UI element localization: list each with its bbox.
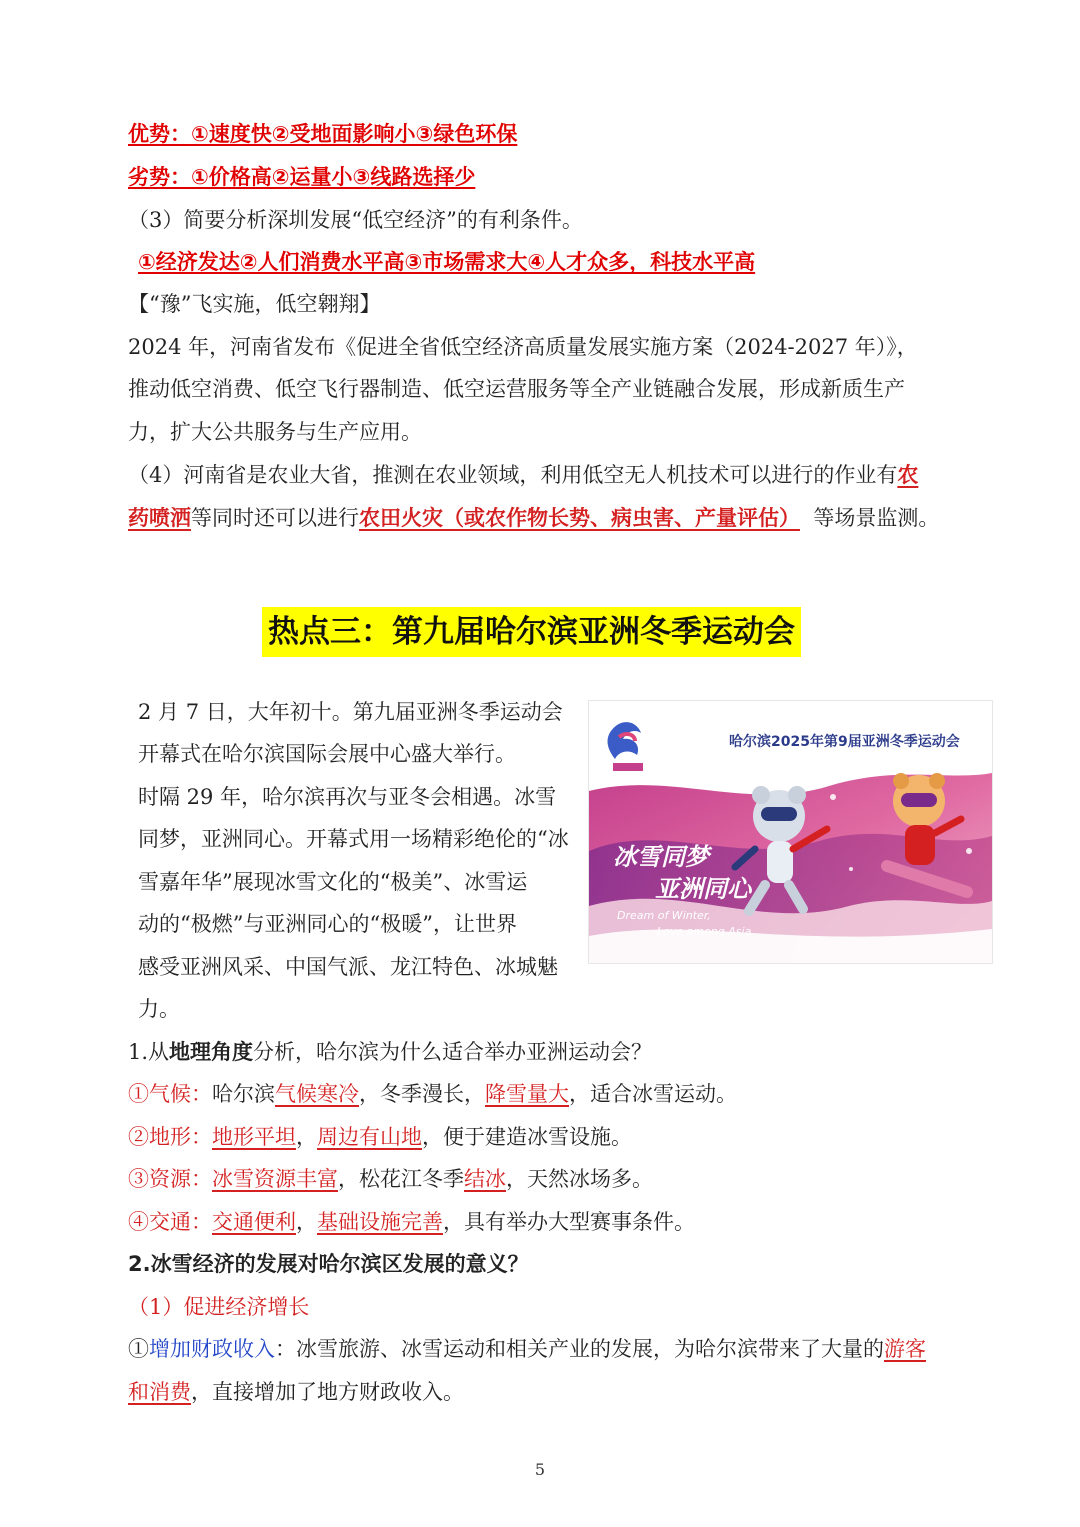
answer-text: 哈尔滨 [212, 1082, 275, 1106]
answer-key-point: 冰雪资源丰富 [212, 1167, 338, 1191]
section-heading: 【“豫”飞实施，低空翱翔】 [128, 292, 381, 316]
answer-1-transport [128, 1207, 695, 1237]
question-1-suffix: 分析，哈尔滨为什么适合举办亚洲运动会？ [253, 1040, 653, 1064]
henan-paragraph-line-1: 2024 年，河南省发布《促进全省低空经济高质量发展实施方案（2024-2027 年）》， [128, 335, 918, 359]
svg-text:亚洲同心: 亚洲同心 [655, 875, 751, 903]
answer-text: ， [296, 1210, 317, 1234]
answer-1-resources [128, 1164, 653, 1194]
question-4-line-1 [128, 460, 918, 490]
answer-label: ③资源： [128, 1167, 212, 1191]
answer-2-item-line-2 [128, 1377, 464, 1407]
question-3-answer-line [138, 247, 755, 277]
answer-text: ，冬季漫长， [359, 1082, 485, 1106]
answer-text: ，天然冰场多。 [506, 1167, 653, 1191]
henan-paragraph-line-3: 力，扩大公共服务与生产应用。 [128, 420, 422, 444]
answer-label: ②地形： [128, 1125, 212, 1149]
answer-key-point: 降雪量大 [485, 1082, 569, 1106]
intro-line: 同梦，亚洲同心。开幕式用一场精彩绝伦的“冰 [138, 827, 569, 851]
intro-line: 感受亚洲风采、中国气派、龙江特色、冰城魅 [138, 955, 558, 979]
answer-1-climate [128, 1079, 737, 1109]
answer-key-point: 结冰 [464, 1167, 506, 1191]
answer-text: ，松花江冬季 [338, 1167, 464, 1191]
intro-line: 雪嘉年华”展现冰雪文化的“极美”、冰雪运 [138, 870, 528, 894]
svg-text:Love among Asia: Love among Asia [657, 925, 752, 938]
answer-2-key-point: 增加财政收入 [149, 1337, 275, 1361]
question-1-keyword: 地理角度 [169, 1040, 254, 1064]
question-4-text: （4）河南省是农业大省，推测在农业领域，利用低空无人机技术可以进行的作业有 [128, 463, 898, 487]
henan-paragraph-line-2: 推动低空消费、低空飞行器制造、低空运营服务等全产业链融合发展，形成新质生产 [128, 377, 905, 401]
hotspot-title: 热点三：第九届哈尔滨亚洲冬季运动会 [262, 607, 801, 657]
question-4-answer-monitoring: 农田火灾（或农作物长势、病虫害、产量评估） [359, 506, 800, 530]
question-4-text-mid: 等同时还可以进行 [191, 506, 359, 530]
question-4-answer-part: 农 [897, 463, 919, 487]
question-4-text-end: 等场景监测。 [813, 506, 940, 530]
advantages-line [128, 119, 517, 149]
svg-text:冰雪同梦: 冰雪同梦 [613, 843, 709, 871]
banner-image [589, 701, 992, 963]
answer-2-text: ，直接增加了地方财政收入。 [191, 1380, 464, 1404]
answer-label: ①气候： [128, 1082, 212, 1106]
question-3: （3）简要分析深圳发展“低空经济”的有利条件。 [128, 208, 583, 232]
question-1-prefix: 1.从 [128, 1040, 170, 1064]
answer-text: ，具有举办大型赛事条件。 [443, 1210, 695, 1234]
answer-key-point: 基础设施完善 [317, 1210, 443, 1234]
disadvantages-answer: 劣势：①价格高②运量小③线路选择少 [128, 165, 476, 189]
svg-text:Dream of Winter,: Dream of Winter, [617, 909, 711, 922]
svg-text:哈尔滨2025年第9届亚洲冬季运动会: 哈尔滨2025年第9届亚洲冬季运动会 [729, 734, 960, 750]
intro-line: 2 月 7 日，大年初十。第九届亚洲冬季运动会 [138, 700, 563, 724]
page-number: 5 [534, 1460, 546, 1479]
answer-label: ④交通： [128, 1210, 212, 1234]
answer-key-point: 交通便利 [212, 1210, 296, 1234]
question-4-answer-spraying: 药喷洒 [128, 506, 191, 530]
question-2: 2.冰雪经济的发展对哈尔滨区发展的意义？ [128, 1252, 529, 1276]
advantages-answer: 优势：①速度快②受地面影响小③绿色环保 [128, 122, 518, 146]
answer-text: ， [296, 1125, 317, 1149]
answer-key-point: 地形平坦 [212, 1125, 296, 1149]
disadvantages-line [128, 162, 475, 192]
question-4-line-2 [128, 503, 939, 533]
intro-line: 开幕式在哈尔滨国际会展中心盛大举行。 [138, 742, 516, 766]
answer-key-point: 周边有山地 [317, 1125, 422, 1149]
answer-text: ，便于建造冰雪设施。 [422, 1125, 632, 1149]
intro-line: 时隔 29 年，哈尔滨再次与亚冬会相遇。冰雪 [138, 785, 557, 809]
question-1 [128, 1037, 652, 1067]
answer-text: ，适合冰雪运动。 [569, 1082, 737, 1106]
answer-2-underlined: 和消费 [128, 1380, 191, 1404]
intro-line: 动的“极燃”与亚洲同心的“极暖”，让世界 [138, 912, 517, 936]
answer-2-item-line-1 [128, 1334, 926, 1364]
question-3-answer: ①经济发达②人们消费水平高③市场需求大④人才众多，科技水平高 [138, 250, 756, 274]
answer-2-heading: （1）促进经济增长 [128, 1295, 310, 1319]
answer-2-number: ① [128, 1337, 149, 1361]
answer-2-text: ：冰雪旅游、冰雪运动和相关产业的发展，为哈尔滨带来了大量的 [275, 1337, 884, 1361]
answer-1-terrain [128, 1122, 632, 1152]
intro-line: 力。 [138, 997, 180, 1021]
asian-winter-games-banner [588, 700, 993, 964]
answer-key-point: 气候寒冷 [275, 1082, 359, 1106]
answer-2-underlined: 游客 [884, 1337, 926, 1361]
